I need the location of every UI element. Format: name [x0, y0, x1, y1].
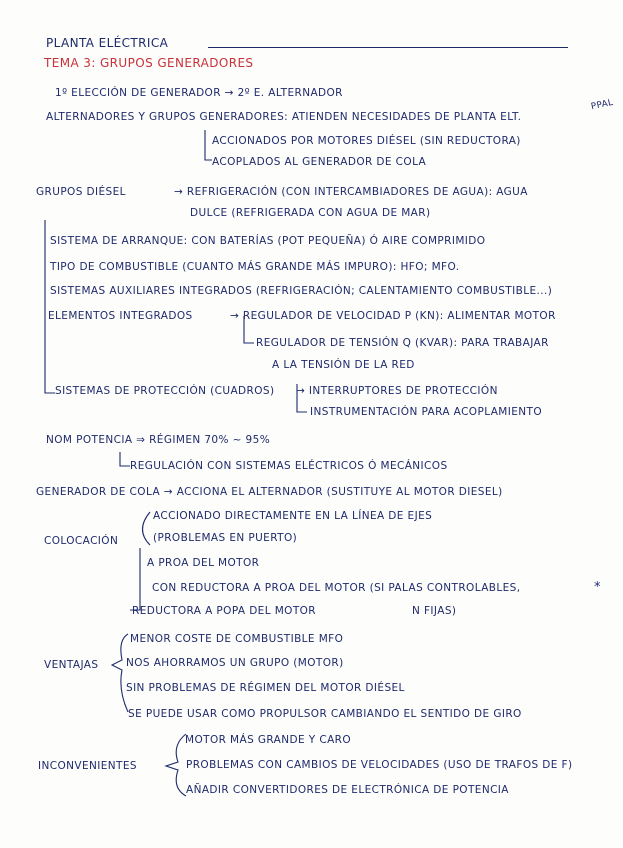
- nominal-power: NOM POTENCIA ⇒ RÉGIMEN 70% ~ 95%: [46, 434, 271, 446]
- voltage-regulator-2: A LA TENSIÓN DE LA RED: [272, 359, 415, 371]
- coupled-shaft: ACOPLADOS AL GENERADOR DE COLA: [212, 156, 427, 168]
- advantage-3: SIN PROBLEMAS DE RÉGIMEN DEL MOTOR DIÉSEL: [126, 682, 405, 694]
- fuel-type: TIPO DE COMBUSTIBLE (CUANTO MÁS GRANDE MÁS IMPURO): HFO; MFO.: [50, 261, 460, 273]
- placement-3: CON REDUCTORA A PROA DEL MOTOR (SI PALAS CONTROLABLES,: [152, 582, 521, 594]
- alternators-line: ALTERNADORES Y GRUPOS GENERADORES: ATIENDEN NECESIDADES DE PLANTA ELT.: [46, 111, 522, 123]
- integrated-elements-label: ELEMENTOS INTEGRADOS: [48, 310, 193, 322]
- placement-label: COLOCACIÓN: [44, 535, 119, 547]
- regulation-line: REGULACIÓN CON SISTEMAS ELÉCTRICOS Ó MECÁNICOS: [130, 460, 448, 472]
- advantage-2: NOS AHORRAMOS UN GRUPO (MOTOR): [126, 657, 344, 669]
- cooling-line-1: → REFRIGERACIÓN (CON INTERCAMBIADORES DE AGUA): AGUA: [174, 186, 528, 198]
- placement-1: ACCIONADO DIRECTAMENTE EN LA LÍNEA DE EJES: [153, 510, 433, 522]
- advantage-4: SE PUEDE USAR COMO PROPULSOR CAMBIANDO EL SENTIDO DE GIRO: [128, 708, 522, 720]
- speed-regulator: → REGULADOR DE VELOCIDAD P (KN): ALIMENTAR MOTOR: [230, 310, 556, 322]
- diesel-groups-label: GRUPOS DIÉSEL: [36, 186, 126, 198]
- driven-by-diesel: ACCIONADOS POR MOTORES DIÉSEL (SIN REDUCTORA): [212, 135, 521, 147]
- page-title: PLANTA ELÉCTRICA: [46, 36, 169, 50]
- disadvantage-2: PROBLEMAS CON CAMBIOS DE VELOCIDADES (USO DE TRAFOS DE F): [186, 759, 573, 771]
- voltage-regulator: REGULADOR DE TENSIÓN Q (KVAR): PARA TRABAJAR: [256, 337, 549, 349]
- advantage-1: MENOR COSTE DE COMBUSTIBLE MFO: [130, 633, 344, 645]
- protection-breakers: → INTERRUPTORES DE PROTECCIÓN: [296, 385, 498, 397]
- protection-systems-label: SISTEMAS DE PROTECCIÓN (CUADROS): [55, 385, 275, 397]
- title-underline: [208, 47, 568, 48]
- first-choice-line: 1º ELECCIÓN DE GENERADOR → 2º E. ALTERNADOR: [55, 87, 343, 99]
- margin-note: PPAL: [590, 97, 615, 113]
- cooling-line-2: DULCE (REFRIGERADA CON AGUA DE MAR): [190, 207, 431, 219]
- advantages-label: VENTAJAS: [44, 659, 99, 671]
- placement-3-mark: *: [594, 580, 601, 595]
- placement-4: REDUCTORA A POPA DEL MOTOR: [132, 605, 317, 617]
- starting-system: SISTEMA DE ARRANQUE: CON BATERÍAS (POT PEQUEÑA) Ó AIRE COMPRIMIDO: [50, 235, 486, 247]
- instrumentation: INSTRUMENTACIÓN PARA ACOPLAMIENTO: [310, 406, 542, 418]
- disadvantage-3: AÑADIR CONVERTIDORES DE ELECTRÓNICA DE POTENCIA: [186, 784, 509, 796]
- placement-1b: (PROBLEMAS EN PUERTO): [153, 532, 298, 544]
- shaft-generator-definition: GENERADOR DE COLA → ACCIONA EL ALTERNADOR (SUSTITUYE AL MOTOR DIESEL): [36, 486, 503, 498]
- disadvantages-label: INCONVENIENTES: [38, 760, 137, 772]
- placement-4b: N FIJAS): [412, 605, 457, 617]
- disadvantage-1: MOTOR MÁS GRANDE Y CARO: [185, 734, 352, 746]
- placement-2: A PROA DEL MOTOR: [147, 557, 260, 569]
- auxiliary-systems: SISTEMAS AUXILIARES INTEGRADOS (REFRIGERACIÓN; CALENTAMIENTO COMBUSTIBLE...): [50, 285, 553, 297]
- topic-title: TEMA 3: GRUPOS GENERADORES: [44, 56, 254, 70]
